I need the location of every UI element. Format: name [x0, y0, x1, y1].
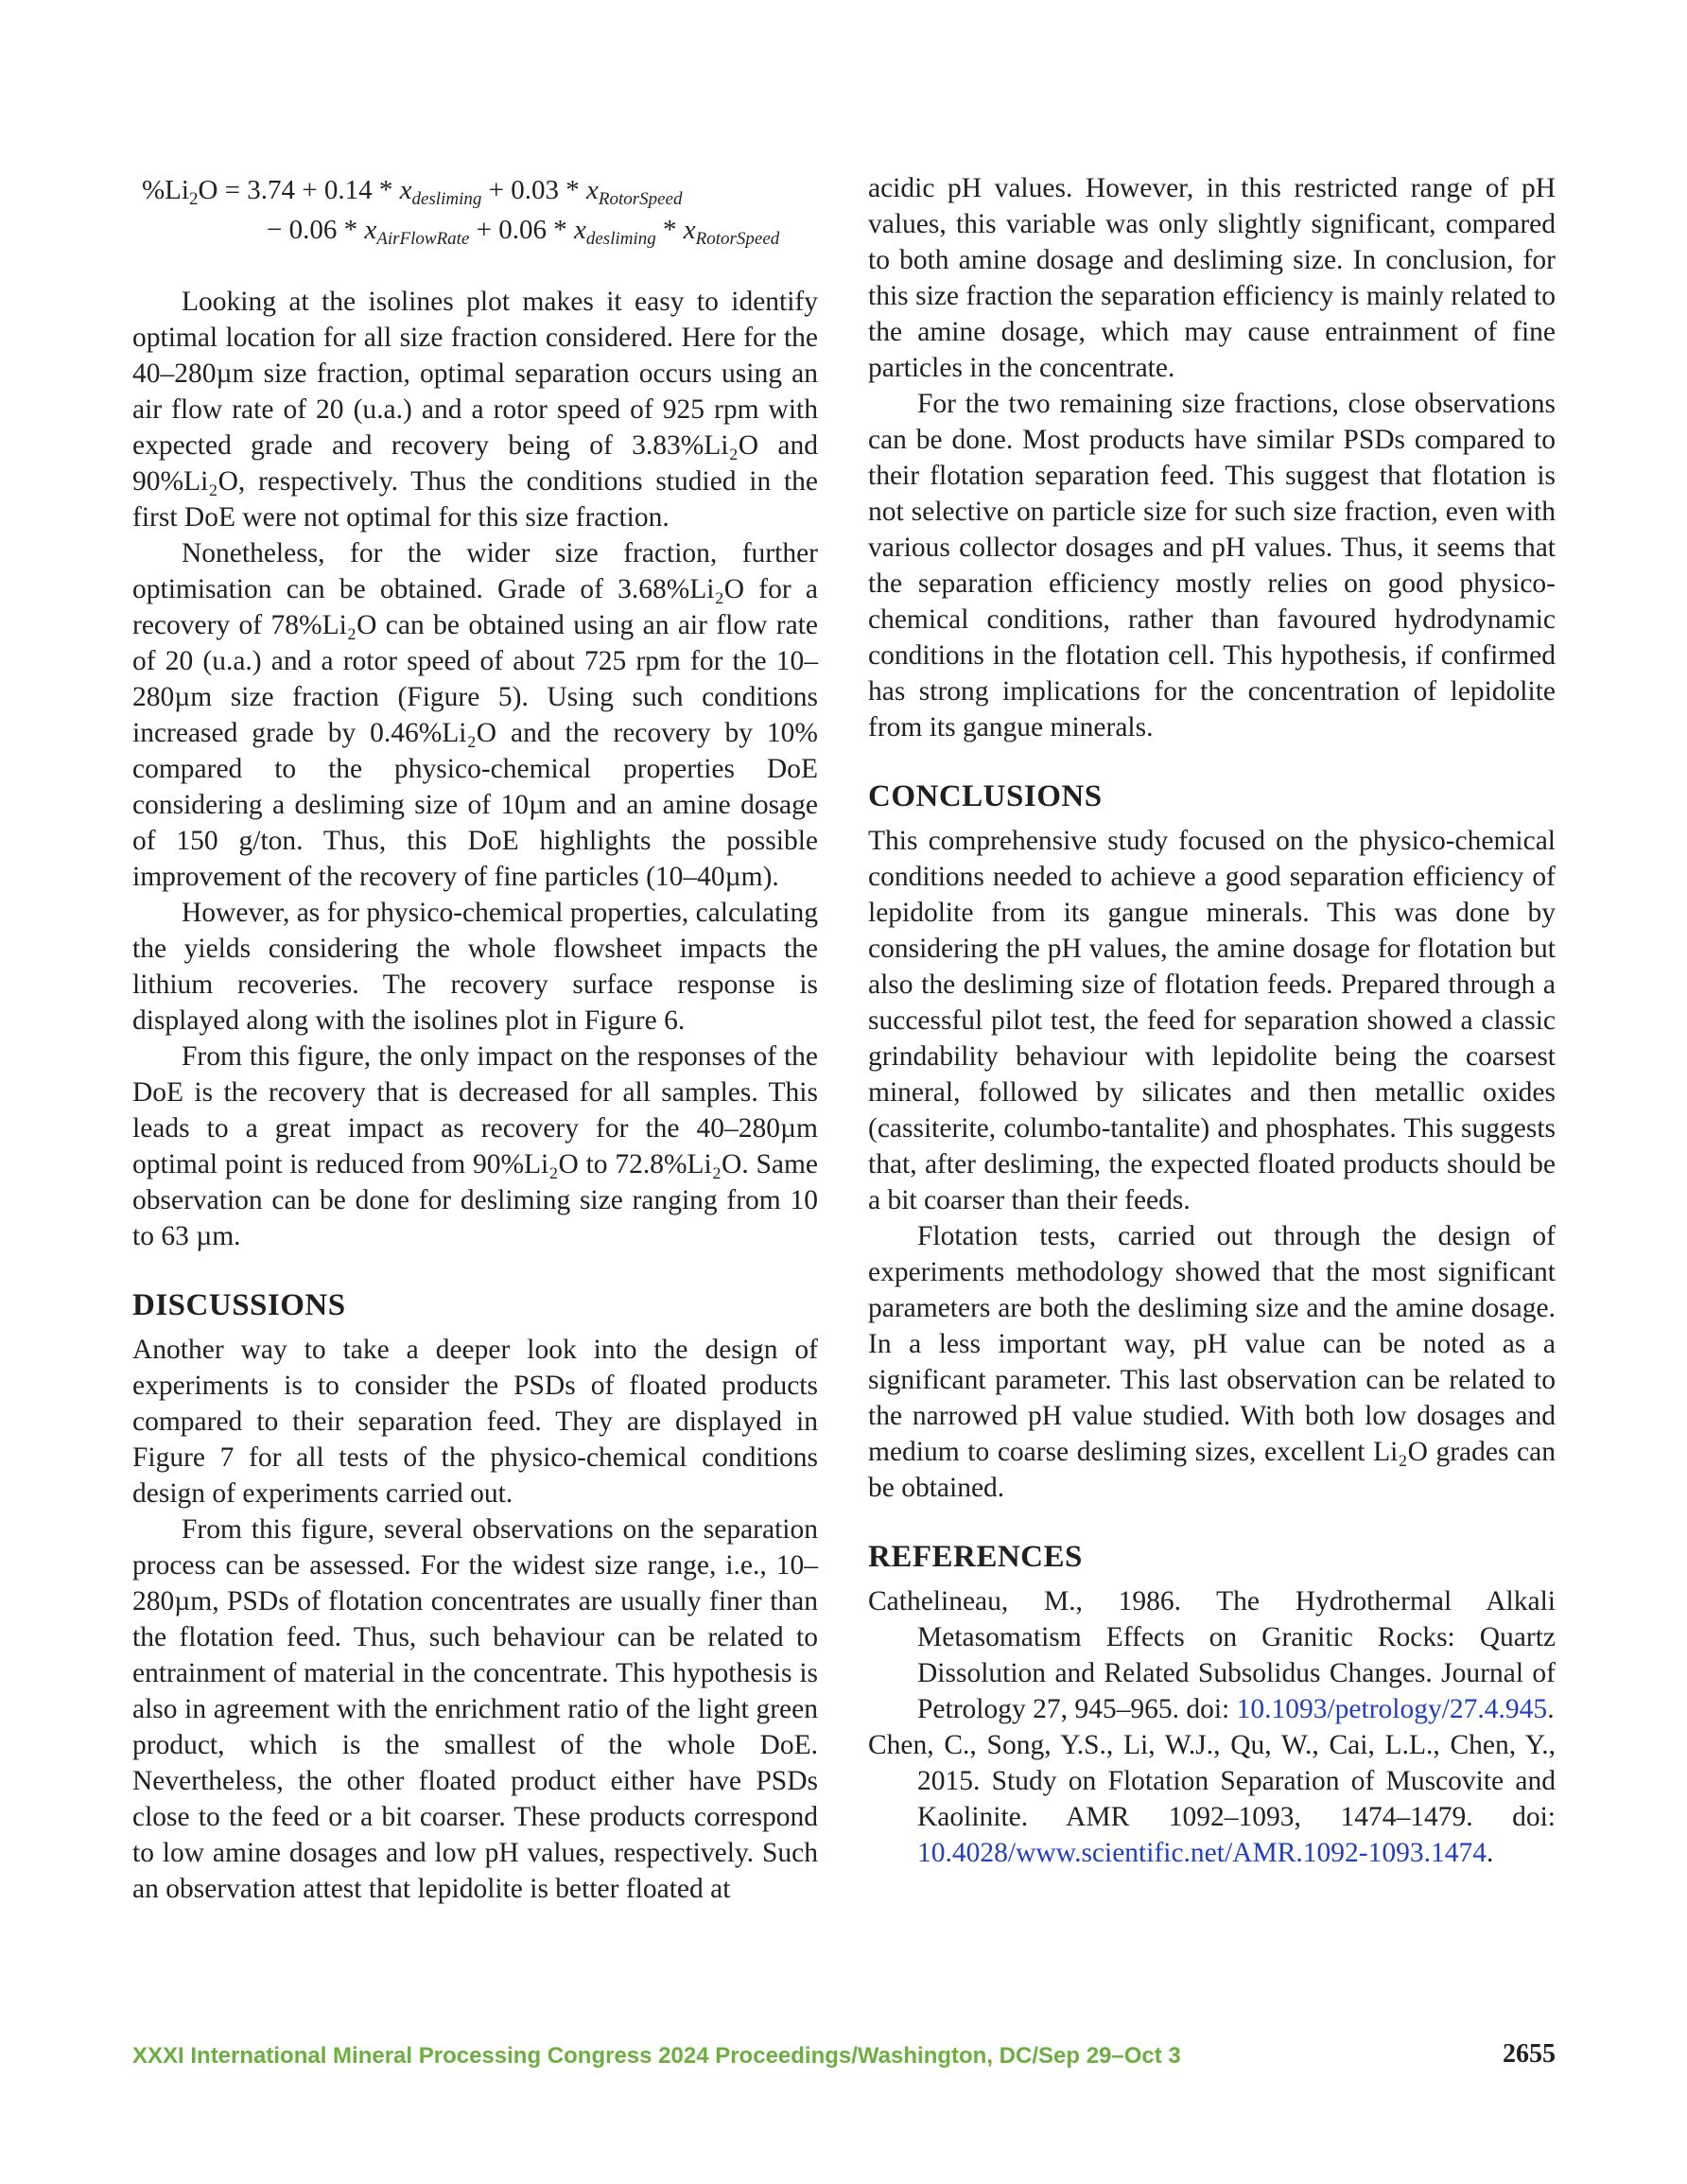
reference-item [868, 1727, 1556, 1871]
paragraph: For the two remaining size fractions, close observations can be done. Most products have similar PSDs compared to their flotation separation feed. This suggest that flotation is not selective on particle size for such size fraction, even with various collector dosages and pH values. Thus, it seems that the separation efficiency mostly relies on good physico-chemical conditions, rather than favoured hydrodynamic conditions in the flotation cell. This hypothesis, if confirmed has strong implications for the concentration of lepidolite from its gangue minerals. [868, 389, 1556, 743]
footer-proceedings-text: XXXI International Mineral Processing Congress 2024 Proceedings/Washington, DC/Sep 29–Oct 3 [132, 2043, 1181, 2069]
paragraph: Nonetheless, for the wider size fraction, further optimisation can be obtained. Grade of 3.68%Li₂O for a recovery of 78%Li₂O can be obtained using an air flow rate of 20 (u.a.) and a rotor speed of about 725 rpm for the 10–280µm size fraction (Figure 5). Using such conditions increased grade by 0.46%Li₂O and the recovery by 10% compared to the physico-chemical properties DoE considering a desliming size of 10µm and an amine dosage of 150 g/ton. Thus, this DoE highlights the possible improvement of the recovery of fine particles (10–40µm). [132, 538, 818, 892]
doi-link[interactable]: 10.1093/petrology/27.4.945 [1236, 1694, 1548, 1724]
reference-text: Cathelineau, M., 1986. The Hydrothermal Alkali Metasomatism Effects on Granitic Rocks: Quartz Dissolution and Related Subsolidus Changes. Journal of Petrology 27, 945–965. doi: [868, 1586, 1556, 1724]
paragraph: From this figure, several observations on the separation process can be assessed. For the widest size range, i.e., 10–280µm, PSDs of flotation concentrates are usually finer than the flotation feed. Thus, such behaviour can be related to entrainment of material in the concentrate. This hypothesis is also in agreement with the enrichment ratio of the light green product, which is the smallest of the whole DoE. Nevertheless, the other floated product either have PSDs close to the feed or a bit coarser. These products correspond to low amine dosages and low pH values, respectively. Such an observation attest that lepidolite is better floated at [132, 1514, 818, 1904]
left-column [132, 170, 818, 1907]
paragraph: This comprehensive study focused on the physico-chemical conditions needed to achieve a good separation efficiency of lepidolite from its gangue minerals. This was done by considering the pH values, the amine dosage for flotation but also the desliming size of flotation feeds. Prepared through a successful pilot test, the feed for separation showed a classic grindability behaviour with lepidolite being the coarsest mineral, followed by silicates and then metallic oxides (cassiterite, columbo-tantalite) and phosphates. This suggests that, after desliming, the expected floated products should be a bit coarser than their feeds. [868, 826, 1556, 1215]
paragraph: acidic pH values. However, in this restricted range of pH values, this variable was only slightly significant, compared to both amine dosage and desliming size. In conclusion, for this size fraction the separation efficiency is mainly related to the amine dosage, which may cause entrainment of fine particles in the concentrate. [868, 173, 1556, 383]
paragraph: However, as for physico-chemical properties, calculating the yields considering the whole flowsheet impacts the lithium recoveries. The recovery surface response is displayed along with the isolines plot in Figure 6. [132, 898, 818, 1036]
equation-line-1: $\%Li_2O = 3.74 + 0.14 * x_{desliming} + 0.03 * x_{RotorSpeed}$ [142, 175, 683, 209]
reference-end: . [1547, 1694, 1555, 1724]
paragraph: Looking at the isolines plot makes it easy to identify optimal location for all size fraction considered. Here for the 40–280µm size fraction, optimal separation occurs using an air flow rate of 20 (u.a.) and a rotor speed of 925 rpm with expected grade and recovery being of 3.83%Li₂O and 90%Li₂O, respectively. Thus the conditions studied in the first DoE were not optimal for this size fraction. [132, 287, 818, 533]
reference-end: . [1486, 1838, 1494, 1868]
section-heading-discussions: DISCUSSIONS [132, 1288, 346, 1322]
paragraph: Another way to take a deeper look into the design of experiments is to consider the PSDs of floated products compared to their separation feed. They are displayed in Figure 7 for all tests of the physico-chemical conditions design of experiments carried out. [132, 1335, 818, 1509]
page-footer [132, 2039, 1556, 2077]
equation [132, 170, 818, 250]
paragraph: From this figure, the only impact on the responses of the DoE is the recovery that is decreased for all samples. This leads to a great impact as recovery for the 40–280µm optimal point is reduced from 90%Li₂O to 72.8%Li₂O. Same observation can be done for desliming size ranging from 10 to 63 µm. [132, 1041, 818, 1251]
doi-link[interactable]: 10.4028/www.scientific.net/AMR.1092-1093.1474 [917, 1838, 1487, 1868]
reference-item [868, 1583, 1556, 1727]
section-heading-references: REFERENCES [868, 1540, 1083, 1574]
section-heading-conclusions: CONCLUSIONS [868, 779, 1103, 813]
page-number: 2655 [1503, 2039, 1556, 2069]
right-column [868, 170, 1556, 1871]
equation-line-2: − $0.06 * x_{AirFlowRate} + 0.06 * x_{desliming} * x_{RotorSpeed}$ [267, 215, 780, 249]
paragraph: Flotation tests, carried out through the design of experiments methodology showed that the most significant parameters are both the desliming size and the amine dosage. In a less important way, pH value can be noted as a significant parameter. This last observation can be related to the narrowed pH value studied. With both low dosages and medium to coarse desliming sizes, excellent Li₂O grades can be obtained. [868, 1221, 1556, 1503]
reference-text: Chen, C., Song, Y.S., Li, W.J., Qu, W., Cai, L.L., Chen, Y., 2015. Study on Flotation Separation of Muscovite and Kaolinite. AMR 1092–1093, 1474–1479. doi: [868, 1730, 1556, 1832]
